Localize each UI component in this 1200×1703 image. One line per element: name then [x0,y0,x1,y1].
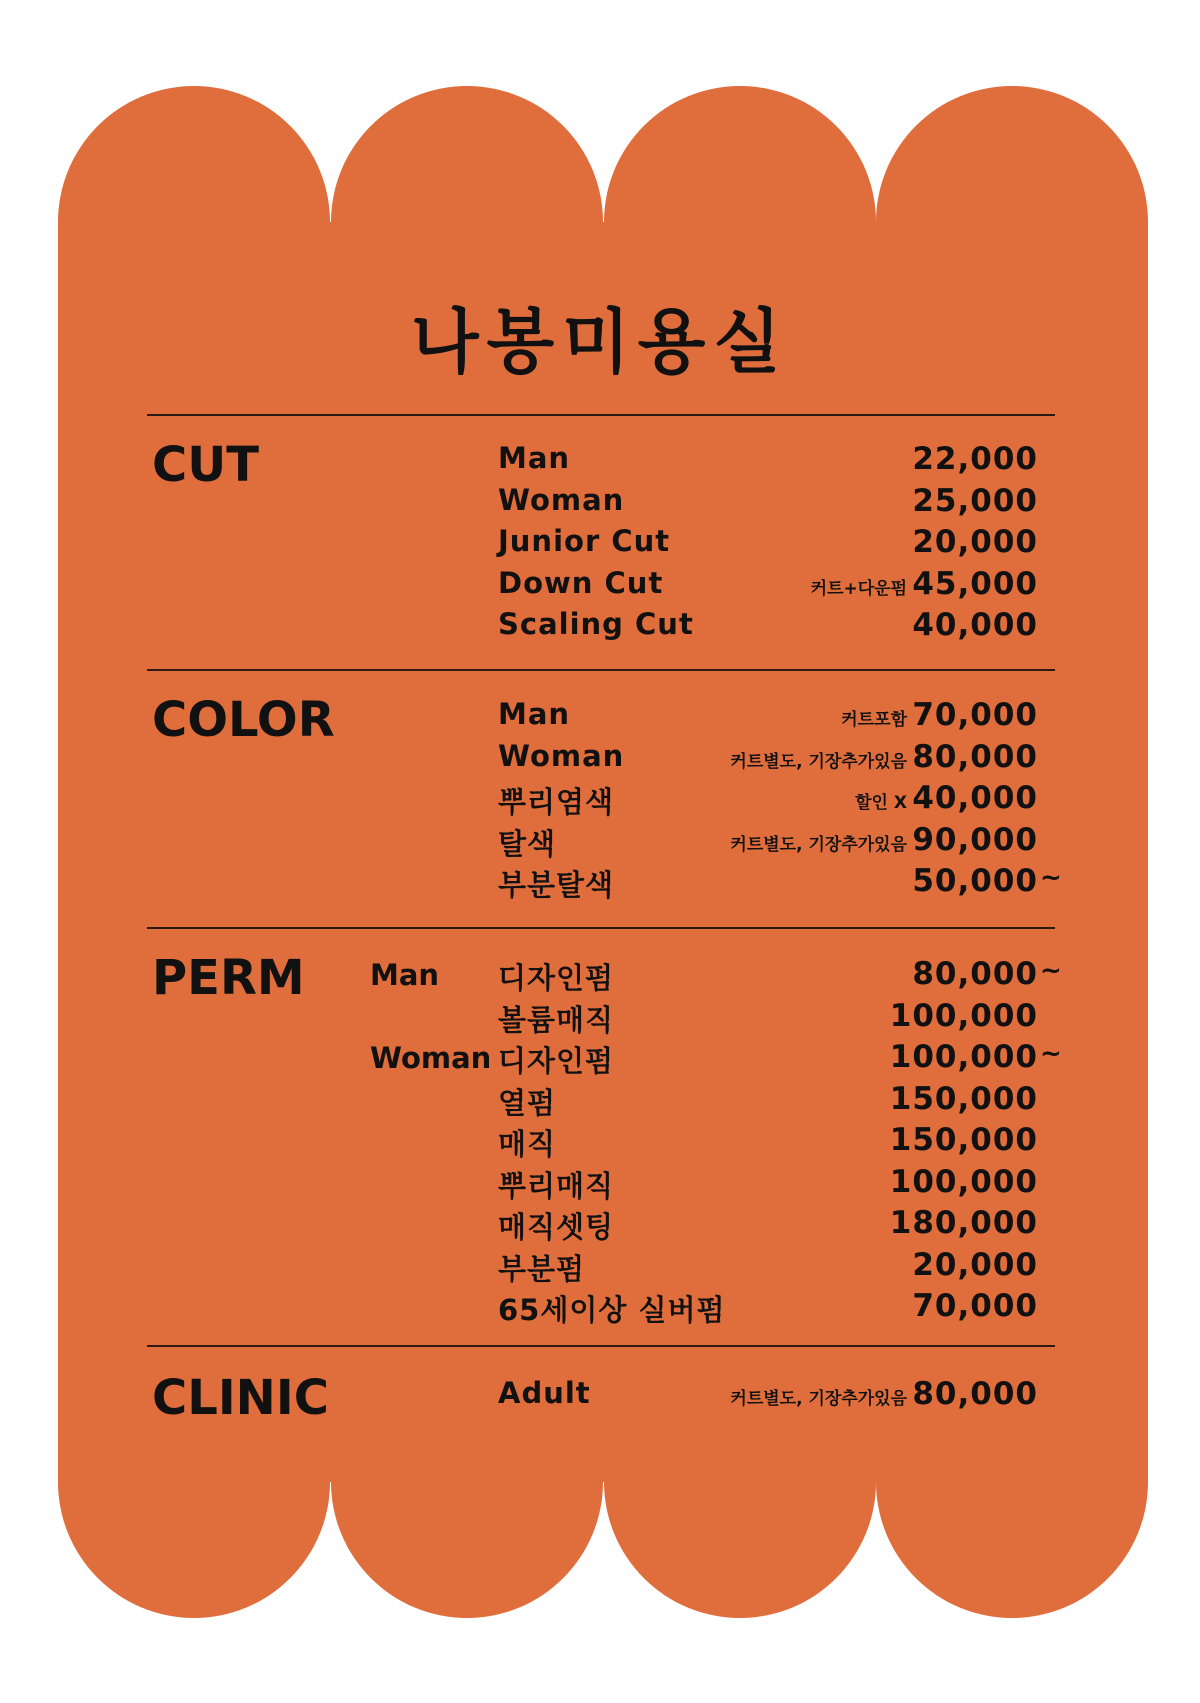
service-name: Woman [498,482,625,517]
service-price: 150,000 [889,1080,1038,1117]
price-row-perm [498,1039,1062,1079]
divider-perm-clinic [147,1345,1055,1347]
section-label-perm: PERM [152,950,305,1006]
price-row-cut [498,607,1054,647]
service-name: Man [498,697,571,731]
price-row-clinic [498,1376,1054,1416]
price-row-color [498,780,1054,820]
price-row-cut [498,566,1054,606]
service-note: 커트별도, 기장추가있음 [730,834,907,855]
service-name: Down Cut [498,565,664,600]
price-row-color [498,739,1054,779]
service-name: 부분탈색 [498,868,615,902]
service-note: 커트포함 [841,710,907,730]
service-name: 매직셋팅 [498,1210,615,1244]
price-tilde: ~ [1040,863,1062,893]
service-name: Scaling Cut [498,607,694,641]
service-price: 20,000 [912,524,1038,560]
price-row-perm [498,1205,1054,1245]
price-row-perm [498,998,1054,1038]
service-price: 180,000 [889,1205,1038,1241]
service-price: 80,000 [912,1376,1038,1412]
service-name: Adult [498,1376,591,1410]
service-name: Man [498,441,571,475]
price-row-perm [498,1081,1054,1121]
service-price: 22,000 [912,441,1038,477]
service-price: 70,000 [912,697,1038,733]
price-row-cut [498,483,1054,523]
price-row-perm [498,1288,1054,1328]
price-row-cut [498,524,1054,564]
service-name: 디자인펌 [498,961,615,995]
section-label-cut: CUT [152,437,259,493]
price-tilde: ~ [1040,1039,1062,1069]
service-price: 50,000 [912,863,1038,899]
price-row-cut [498,441,1054,481]
divider-color-perm [147,927,1055,929]
service-price: 150,000 [889,1122,1038,1158]
price-tilde: ~ [1040,956,1062,986]
service-note: 할인 X [855,793,907,813]
service-price: 80,000 [912,738,1038,775]
service-price: 40,000 [912,607,1038,643]
service-price: 90,000 [912,821,1038,858]
service-name: 볼륨매직 [498,1002,615,1037]
service-price: 80,000 [912,956,1038,992]
service-name: 뿌리매직 [498,1168,615,1203]
service-name: 디자인펌 [498,1044,615,1078]
divider-top [147,414,1055,416]
perm-sub-label-woman: Woman [370,1041,492,1075]
service-price: 25,000 [912,482,1038,519]
price-row-color [498,863,1062,903]
service-note: 커트별도, 기장추가있음 [730,1389,907,1409]
service-name: Woman [498,738,625,773]
service-price: 100,000 [889,997,1038,1034]
service-name: 65세이상 실버펌 [498,1293,726,1327]
service-price: 45,000 [912,565,1038,602]
service-name: 부분펌 [498,1251,586,1286]
salon-title: 나봉미용실 [410,301,790,383]
section-label-clinic: CLINIC [152,1370,329,1426]
price-row-perm [498,956,1062,996]
price-row-perm [498,1122,1054,1162]
service-name: 탈색 [498,826,557,861]
service-note: 커트+다운펌 [810,578,907,599]
service-note: 커트별도, 기장추가있음 [730,751,907,772]
service-name: 뿌리염색 [498,785,615,819]
service-price: 20,000 [912,1246,1038,1283]
service-name: 열펌 [498,1085,557,1120]
service-price: 70,000 [912,1288,1038,1324]
perm-sub-label-man: Man [370,958,440,992]
price-row-color [498,822,1054,862]
service-price: 100,000 [889,1163,1038,1200]
section-label-color: COLOR [152,692,335,748]
service-price: 100,000 [889,1039,1038,1075]
price-row-perm [498,1247,1054,1287]
service-price: 40,000 [912,780,1038,816]
service-name: 매직 [498,1127,557,1161]
price-row-color [498,697,1054,737]
service-name: Junior Cut [498,524,671,558]
price-row-perm [498,1164,1054,1204]
divider-cut-color [147,669,1055,671]
